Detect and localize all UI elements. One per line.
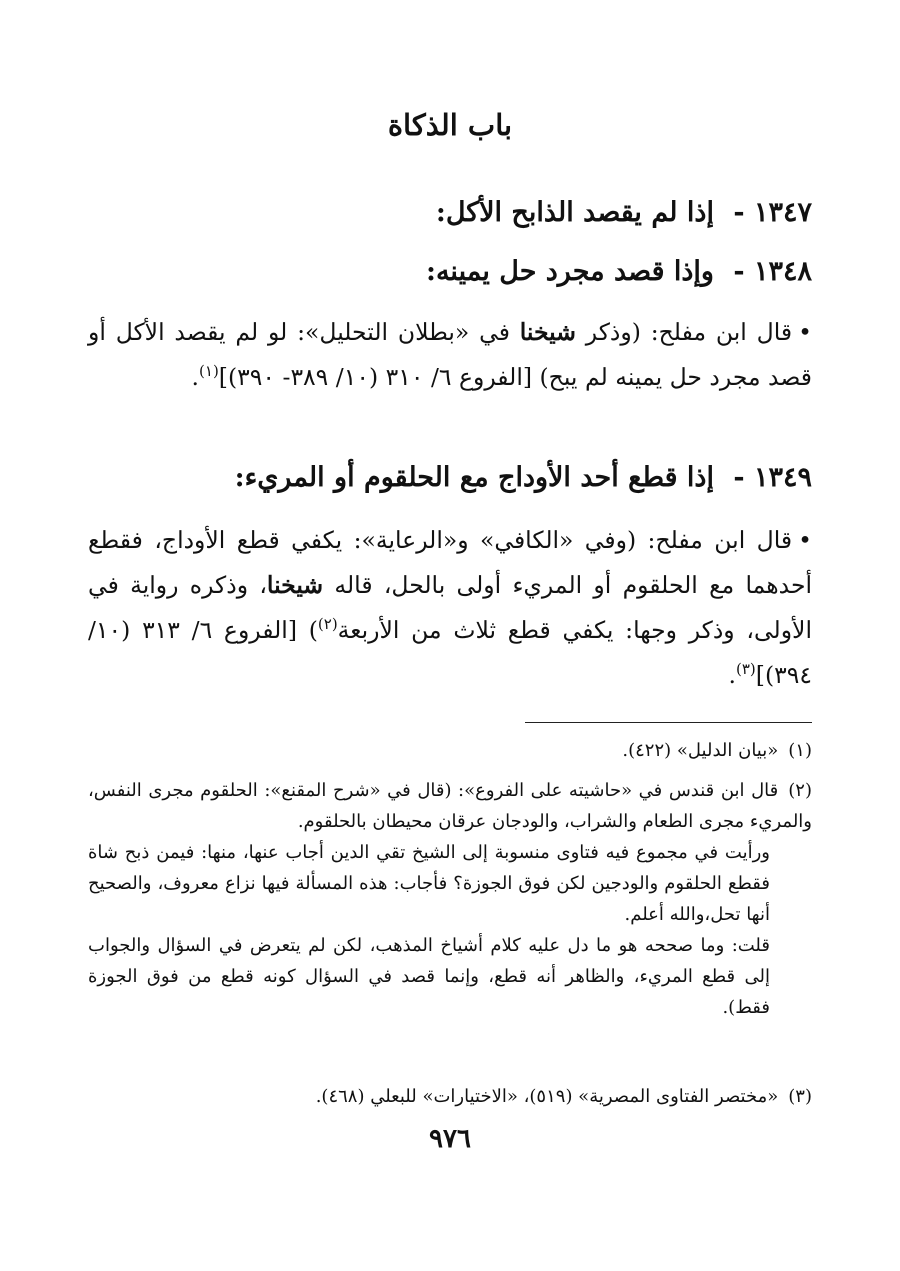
footnote-number: (١) (788, 740, 812, 761)
entry-title: إذا قطع أحد الأوداج مع الحلقوم أو المريء: (234, 462, 714, 493)
chapter-title: باب الذكاة (387, 108, 513, 142)
entry-title: وإذا قصد مجرد حل يمينه: (425, 256, 714, 287)
paragraph-ibn-muflih-2 (88, 518, 812, 698)
paragraph-ibn-muflih-1 (88, 310, 812, 400)
footnote-text: «مختصر الفتاوى المصرية» (٥١٩)، «الاختيارات» للبعلي (٤٦٨). (315, 1086, 779, 1107)
footnote-separator (525, 722, 812, 723)
page-number: ٩٧٦ (429, 1124, 471, 1154)
paragraph-text: ، وذكره رواية في الأولى، وذكر وجها: يكفي قطع ثلاث من الأربعة (88, 571, 812, 644)
footnote-ref[interactable]: (٣) (736, 660, 756, 679)
entry-number: ١٣٤٧ - (733, 197, 812, 228)
entry-number: ١٣٤٩ - (733, 462, 812, 493)
period: . (728, 661, 736, 689)
entry-heading-1347 (88, 197, 812, 228)
footnote-text: «بيان الدليل» (٤٢٢). (622, 740, 779, 761)
paragraph-text: في «بطلان التحليل»: لو لم يقصد الأكل أو قصد مجرد حل يمينه لم يبح) [الفروع ٦/ ٣١٠ (١٠/ ٣٨٩- ٣٩٠)] (88, 318, 812, 391)
footnote-text: ورأيت في مجموع فيه فتاوى منسوبة إلى الشيخ تقي الدين أجاب عنها، منها: فيمن ذبح شاة فقطع الحلقوم والودجين لكن فوق الجوزة؟ فأجاب: هذه المسألة فيها نزاع معروف، والصحيح أنها تحل،والله أعلم. (88, 842, 770, 925)
period: . (191, 363, 200, 391)
footnote-ref[interactable]: (١) (199, 362, 219, 381)
footnote-number: (٢) (788, 780, 812, 801)
footnote-3 (88, 1081, 812, 1112)
bold-term: شيخنا (266, 571, 324, 599)
bullet: • (798, 318, 812, 346)
footnote-2 (88, 775, 812, 1023)
paragraph-text: ) [الفروع ٦/ ٣١٣ (١٠/ ٣٩٤)] (88, 616, 812, 689)
bold-term: شيخنا (519, 318, 576, 346)
footnote-text: قلت: وما صححه هو ما دل عليه كلام أشياخ المذهب، لكن لم يتعرض في السؤال والجواب إلى قطع المريء، والظاهر أنه قطع، وإنما قصد في السؤال كونه قطع من فوق الجوزة فقط). (88, 935, 770, 1018)
paragraph-text: قال ابن مفلح: (وفي «الكافي» و«الرعاية»: يكفي قطع الأوداج، فقطع أحدهما مع الحلقوم أو المريء أولى بالحل، قاله (88, 526, 813, 599)
entry-title: إذا لم يقصد الذابح الأكل: (435, 197, 714, 228)
entry-number: ١٣٤٨ - (733, 256, 812, 287)
entry-heading-1349 (88, 462, 812, 493)
footnote-number: (٣) (788, 1086, 812, 1107)
footnote-1 (88, 735, 812, 766)
footnote-text: قال ابن قندس في «حاشيته على الفروع»: (قال في «شرح المقنع»: الحلقوم مجرى النفس، والمريء مجرى الطعام والشراب، والودجان عرقان محيطان بالحلقوم. (88, 780, 812, 832)
paragraph-text: قال ابن مفلح: (وذكر (575, 318, 793, 346)
entry-heading-1348 (88, 256, 812, 287)
footnote-ref[interactable]: (٢) (317, 615, 338, 634)
bullet: • (798, 526, 812, 554)
